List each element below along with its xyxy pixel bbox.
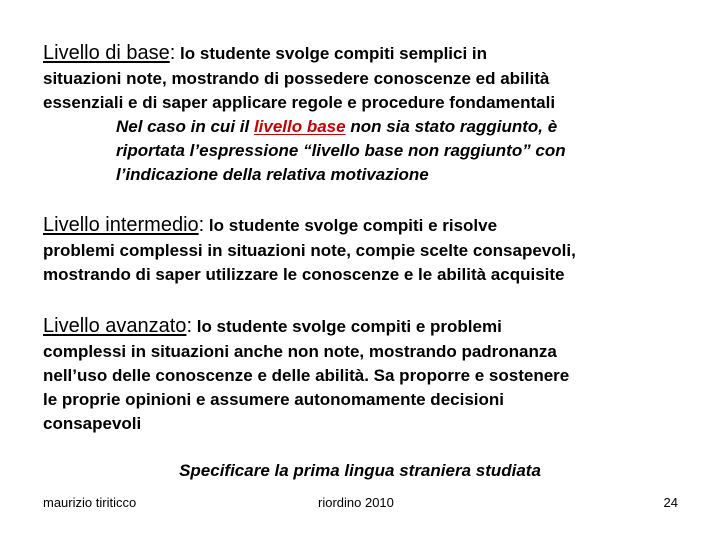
footer-date: riordino 2010 (318, 495, 394, 510)
section-heading (43, 40, 683, 67)
section-heading (43, 313, 683, 340)
term-livello-avanzato: Livello avanzato (43, 315, 187, 337)
heading-lead: lo studente svolge compiti e problemi (192, 317, 502, 336)
body-line: problemi complessi in situazioni note, compie scelte consapevoli, (43, 241, 576, 260)
heading-lead: lo studente svolge compiti e risolve (204, 216, 498, 235)
note-line (43, 115, 683, 139)
body-line: le proprie opinioni e assumere autonomamente decisioni (43, 390, 504, 409)
note-text: Nel caso in cui il (116, 117, 254, 136)
body-line: essenziali e di saper applicare regole e procedure fondamentali (43, 93, 556, 112)
body-line: complessi in situazioni anche non note, mostrando padronanza (43, 342, 557, 361)
footnote-text: Specificare la prima lingua straniera studiata (179, 461, 541, 480)
body-line: nell’uso delle conoscenze e delle abilità. Sa proporre e sostenere (43, 366, 570, 385)
section-heading (43, 212, 683, 239)
note-line: riportata l’espressione “livello base non raggiunto” con (116, 141, 566, 160)
body-line: situazioni note, mostrando di possedere conoscenze ed abilità (43, 69, 550, 88)
note-line: l’indicazione della relativa motivazione (116, 165, 429, 184)
heading-colon: : (186, 315, 192, 337)
section-livello-intermedio (43, 212, 683, 287)
heading-colon: : (169, 42, 176, 64)
body-line: consapevoli (43, 414, 142, 433)
heading-colon: : (198, 214, 205, 236)
note-text: non sia stato raggiunto, è (345, 117, 558, 136)
term-livello-intermedio: Livello intermedio (43, 214, 199, 236)
heading-lead: lo studente svolge compiti semplici in (175, 44, 488, 63)
section-livello-base (43, 40, 683, 187)
footer-author: maurizio tiriticco (43, 495, 137, 510)
body-line: mostrando di saper utilizzare le conoscenze e le abilità acquisite (43, 265, 565, 284)
footer-page-number: 24 (663, 495, 678, 510)
section-livello-avanzato (43, 313, 683, 436)
term-livello-base: Livello di base (43, 42, 170, 64)
livello-base-link[interactable]: livello base (253, 117, 346, 136)
